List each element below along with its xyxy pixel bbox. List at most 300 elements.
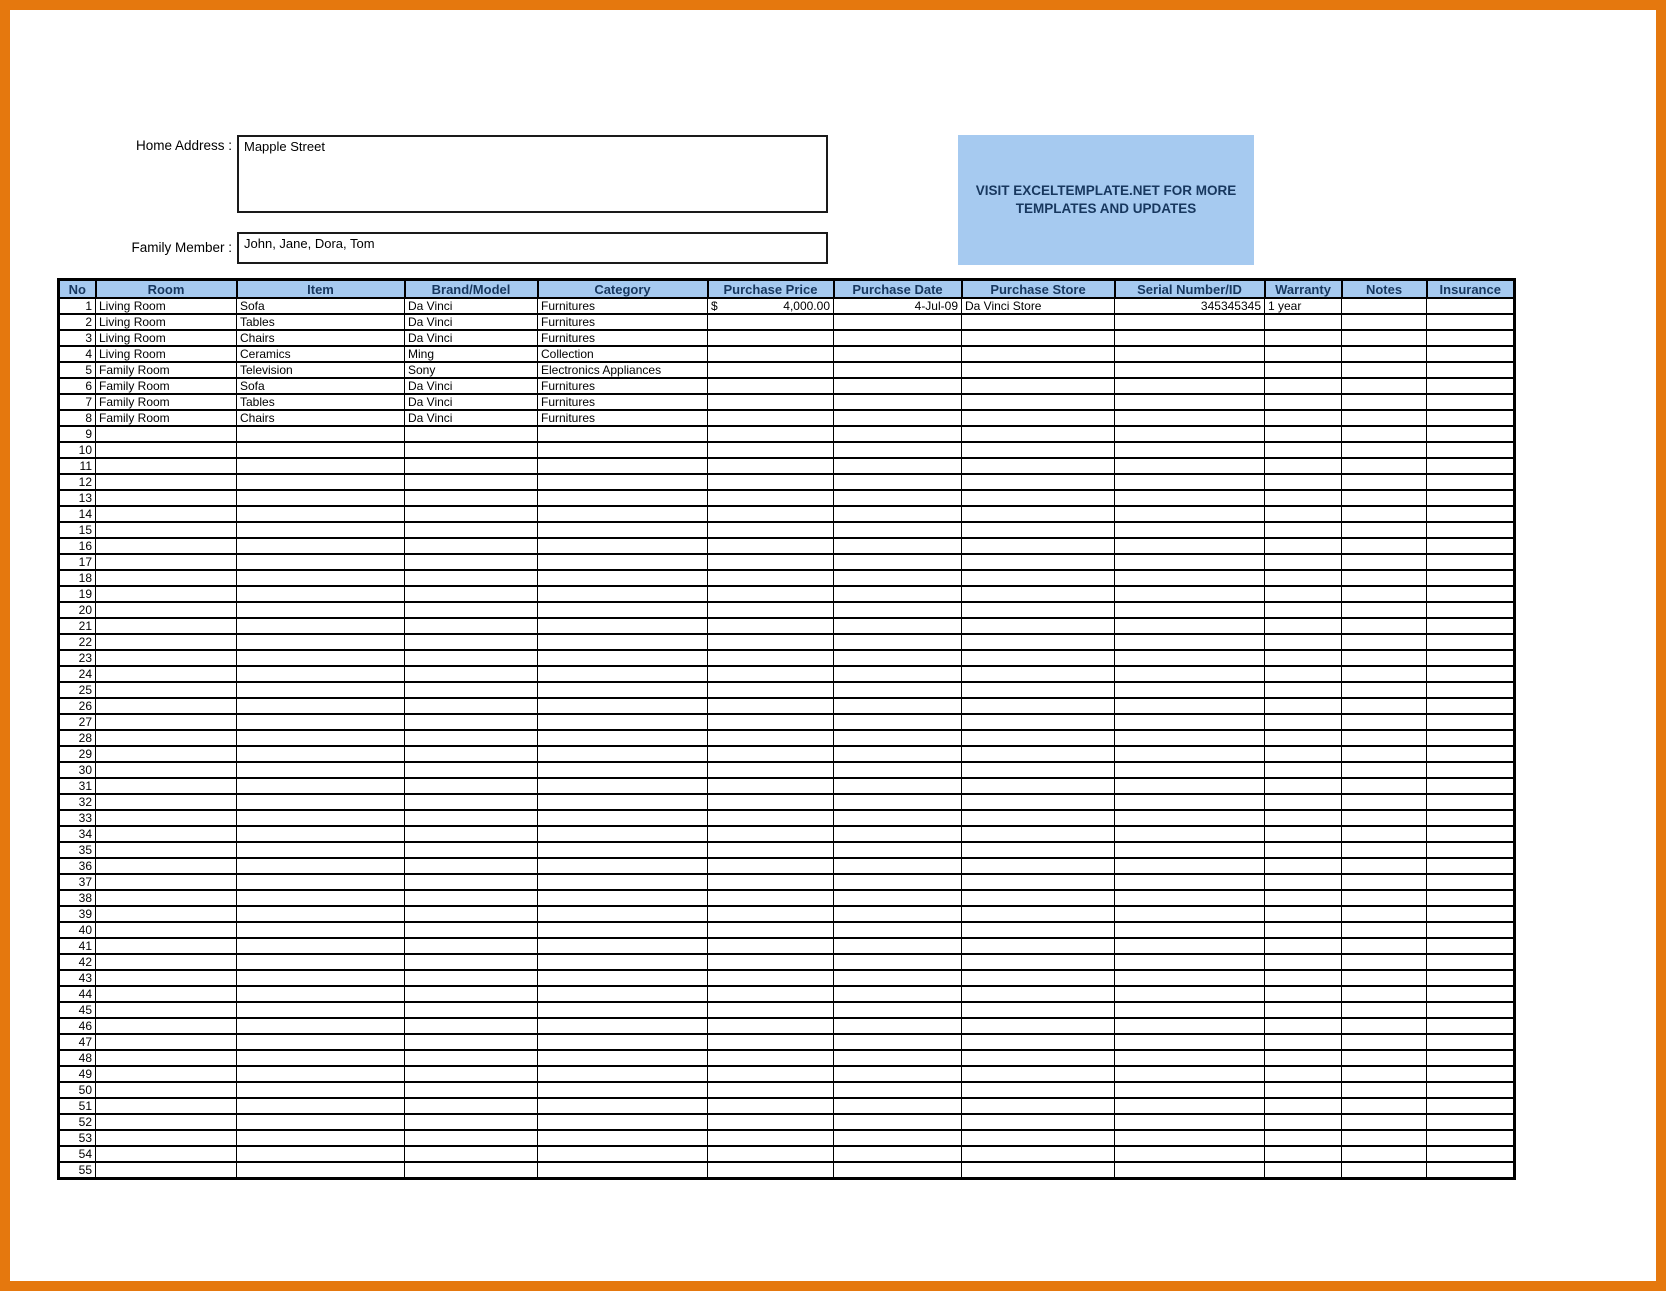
cell-notes[interactable]: [1342, 554, 1427, 570]
cell-purchase-store[interactable]: [962, 314, 1115, 330]
cell-purchase-date[interactable]: [834, 1114, 962, 1130]
cell-no[interactable]: 27: [59, 714, 96, 730]
cell-serial-number[interactable]: [1115, 746, 1265, 762]
cell-room[interactable]: [96, 602, 237, 618]
cell-room[interactable]: [96, 1114, 237, 1130]
cell-purchase-price[interactable]: [708, 938, 834, 954]
cell-insurance[interactable]: [1427, 522, 1515, 538]
cell-category[interactable]: [538, 986, 708, 1002]
cell-purchase-store[interactable]: [962, 650, 1115, 666]
cell-purchase-store[interactable]: [962, 410, 1115, 426]
cell-insurance[interactable]: [1427, 1034, 1515, 1050]
cell-category[interactable]: [538, 522, 708, 538]
cell-serial-number[interactable]: [1115, 794, 1265, 810]
cell-serial-number[interactable]: [1115, 346, 1265, 362]
cell-purchase-price[interactable]: [708, 618, 834, 634]
cell-serial-number[interactable]: [1115, 1098, 1265, 1114]
cell-warranty[interactable]: [1265, 1114, 1342, 1130]
cell-warranty[interactable]: [1265, 634, 1342, 650]
cell-category[interactable]: [538, 586, 708, 602]
cell-room[interactable]: [96, 1066, 237, 1082]
cell-notes[interactable]: [1342, 858, 1427, 874]
cell-category[interactable]: [538, 618, 708, 634]
cell-warranty[interactable]: [1265, 794, 1342, 810]
cell-purchase-date[interactable]: [834, 730, 962, 746]
cell-no[interactable]: 24: [59, 666, 96, 682]
cell-serial-number[interactable]: [1115, 634, 1265, 650]
cell-serial-number[interactable]: [1115, 330, 1265, 346]
cell-warranty[interactable]: [1265, 1146, 1342, 1162]
cell-room[interactable]: [96, 810, 237, 826]
cell-serial-number[interactable]: [1115, 858, 1265, 874]
cell-purchase-price[interactable]: [708, 570, 834, 586]
cell-item[interactable]: [237, 794, 405, 810]
cell-brand-model[interactable]: [405, 842, 538, 858]
cell-warranty[interactable]: [1265, 1082, 1342, 1098]
cell-purchase-date[interactable]: [834, 794, 962, 810]
cell-room[interactable]: Living Room: [96, 346, 237, 362]
cell-insurance[interactable]: [1427, 746, 1515, 762]
cell-warranty[interactable]: [1265, 394, 1342, 410]
cell-warranty[interactable]: [1265, 698, 1342, 714]
cell-no[interactable]: 42: [59, 954, 96, 970]
cell-purchase-date[interactable]: [834, 378, 962, 394]
cell-purchase-store[interactable]: [962, 1050, 1115, 1066]
cell-notes[interactable]: [1342, 794, 1427, 810]
cell-purchase-price[interactable]: [708, 1082, 834, 1098]
cell-category[interactable]: [538, 730, 708, 746]
cell-purchase-date[interactable]: [834, 1034, 962, 1050]
cell-notes[interactable]: [1342, 922, 1427, 938]
cell-warranty[interactable]: [1265, 858, 1342, 874]
cell-notes[interactable]: [1342, 826, 1427, 842]
cell-no[interactable]: 19: [59, 586, 96, 602]
cell-purchase-date[interactable]: [834, 394, 962, 410]
column-header-category[interactable]: Category: [538, 280, 708, 299]
cell-category[interactable]: [538, 922, 708, 938]
cell-brand-model[interactable]: [405, 586, 538, 602]
cell-purchase-store[interactable]: [962, 970, 1115, 986]
cell-purchase-price[interactable]: [708, 330, 834, 346]
cell-item[interactable]: [237, 1114, 405, 1130]
cell-insurance[interactable]: [1427, 762, 1515, 778]
cell-brand-model[interactable]: [405, 746, 538, 762]
cell-category[interactable]: [538, 442, 708, 458]
cell-serial-number[interactable]: [1115, 378, 1265, 394]
cell-purchase-price[interactable]: [708, 842, 834, 858]
cell-warranty[interactable]: [1265, 506, 1342, 522]
cell-purchase-date[interactable]: [834, 314, 962, 330]
cell-insurance[interactable]: [1427, 874, 1515, 890]
cell-insurance[interactable]: [1427, 922, 1515, 938]
cell-serial-number[interactable]: [1115, 842, 1265, 858]
cell-insurance[interactable]: [1427, 1050, 1515, 1066]
cell-insurance[interactable]: [1427, 986, 1515, 1002]
cell-room[interactable]: [96, 778, 237, 794]
cell-purchase-date[interactable]: [834, 906, 962, 922]
cell-item[interactable]: [237, 1034, 405, 1050]
cell-insurance[interactable]: [1427, 794, 1515, 810]
cell-category[interactable]: [538, 858, 708, 874]
cell-warranty[interactable]: [1265, 618, 1342, 634]
cell-warranty[interactable]: [1265, 1034, 1342, 1050]
cell-item[interactable]: [237, 1050, 405, 1066]
cell-warranty[interactable]: [1265, 970, 1342, 986]
column-header-no[interactable]: No: [59, 280, 96, 299]
cell-category[interactable]: [538, 1082, 708, 1098]
cell-category[interactable]: [538, 1130, 708, 1146]
cell-brand-model[interactable]: [405, 1146, 538, 1162]
cell-no[interactable]: 43: [59, 970, 96, 986]
cell-brand-model[interactable]: [405, 1098, 538, 1114]
cell-purchase-price[interactable]: [708, 762, 834, 778]
cell-item[interactable]: [237, 778, 405, 794]
cell-no[interactable]: 47: [59, 1034, 96, 1050]
cell-purchase-date[interactable]: [834, 1098, 962, 1114]
cell-brand-model[interactable]: [405, 1130, 538, 1146]
cell-purchase-store[interactable]: [962, 570, 1115, 586]
cell-brand-model[interactable]: [405, 874, 538, 890]
cell-warranty[interactable]: [1265, 570, 1342, 586]
cell-item[interactable]: [237, 666, 405, 682]
column-header-brand[interactable]: Brand/Model: [405, 280, 538, 299]
cell-purchase-date[interactable]: [834, 650, 962, 666]
cell-purchase-price[interactable]: [708, 794, 834, 810]
cell-warranty[interactable]: [1265, 602, 1342, 618]
cell-no[interactable]: 55: [59, 1162, 96, 1179]
cell-notes[interactable]: [1342, 698, 1427, 714]
cell-purchase-date[interactable]: [834, 1018, 962, 1034]
cell-notes[interactable]: [1342, 1082, 1427, 1098]
cell-notes[interactable]: [1342, 906, 1427, 922]
cell-warranty[interactable]: [1265, 650, 1342, 666]
cell-purchase-date[interactable]: [834, 1130, 962, 1146]
cell-no[interactable]: 21: [59, 618, 96, 634]
cell-no[interactable]: 17: [59, 554, 96, 570]
column-header-serial[interactable]: Serial Number/ID: [1115, 280, 1265, 299]
cell-serial-number[interactable]: [1115, 682, 1265, 698]
cell-insurance[interactable]: [1427, 298, 1515, 314]
cell-brand-model[interactable]: [405, 1002, 538, 1018]
cell-purchase-date[interactable]: [834, 938, 962, 954]
cell-purchase-store[interactable]: [962, 682, 1115, 698]
cell-purchase-price[interactable]: [708, 586, 834, 602]
cell-notes[interactable]: [1342, 362, 1427, 378]
cell-no[interactable]: 18: [59, 570, 96, 586]
cell-room[interactable]: [96, 1130, 237, 1146]
cell-purchase-price[interactable]: [708, 314, 834, 330]
cell-item[interactable]: [237, 874, 405, 890]
cell-room[interactable]: [96, 890, 237, 906]
cell-purchase-date[interactable]: [834, 490, 962, 506]
cell-brand-model[interactable]: [405, 570, 538, 586]
cell-serial-number[interactable]: [1115, 954, 1265, 970]
cell-no[interactable]: 48: [59, 1050, 96, 1066]
cell-serial-number[interactable]: [1115, 586, 1265, 602]
cell-notes[interactable]: [1342, 1050, 1427, 1066]
cell-purchase-store[interactable]: [962, 922, 1115, 938]
cell-category[interactable]: [538, 1018, 708, 1034]
cell-room[interactable]: Family Room: [96, 394, 237, 410]
cell-insurance[interactable]: [1427, 730, 1515, 746]
cell-brand-model[interactable]: [405, 506, 538, 522]
cell-room[interactable]: [96, 970, 237, 986]
cell-serial-number[interactable]: [1115, 522, 1265, 538]
cell-purchase-date[interactable]: [834, 698, 962, 714]
cell-serial-number[interactable]: [1115, 1034, 1265, 1050]
cell-brand-model[interactable]: [405, 730, 538, 746]
cell-brand-model[interactable]: [405, 922, 538, 938]
cell-serial-number[interactable]: [1115, 474, 1265, 490]
cell-warranty[interactable]: [1265, 714, 1342, 730]
cell-warranty[interactable]: [1265, 490, 1342, 506]
cell-purchase-store[interactable]: [962, 1130, 1115, 1146]
cell-item[interactable]: Sofa: [237, 378, 405, 394]
cell-notes[interactable]: [1342, 1130, 1427, 1146]
cell-brand-model[interactable]: [405, 762, 538, 778]
cell-item[interactable]: [237, 426, 405, 442]
cell-purchase-price[interactable]: [708, 378, 834, 394]
cell-purchase-store[interactable]: [962, 586, 1115, 602]
cell-serial-number[interactable]: [1115, 554, 1265, 570]
cell-purchase-store[interactable]: [962, 1162, 1115, 1179]
cell-insurance[interactable]: [1427, 1066, 1515, 1082]
cell-room[interactable]: Family Room: [96, 410, 237, 426]
cell-no[interactable]: 14: [59, 506, 96, 522]
cell-purchase-price[interactable]: [708, 474, 834, 490]
cell-purchase-date[interactable]: [834, 634, 962, 650]
cell-purchase-store[interactable]: [962, 1146, 1115, 1162]
cell-item[interactable]: [237, 890, 405, 906]
cell-brand-model[interactable]: [405, 826, 538, 842]
cell-purchase-price[interactable]: [708, 746, 834, 762]
cell-brand-model[interactable]: Da Vinci: [405, 410, 538, 426]
cell-no[interactable]: 45: [59, 1002, 96, 1018]
cell-insurance[interactable]: [1427, 1130, 1515, 1146]
cell-item[interactable]: Tables: [237, 394, 405, 410]
cell-purchase-date[interactable]: 4-Jul-09: [834, 298, 962, 314]
cell-notes[interactable]: [1342, 1162, 1427, 1179]
cell-item[interactable]: [237, 1162, 405, 1179]
cell-insurance[interactable]: [1427, 570, 1515, 586]
cell-insurance[interactable]: [1427, 474, 1515, 490]
cell-brand-model[interactable]: [405, 1082, 538, 1098]
cell-item[interactable]: [237, 1146, 405, 1162]
cell-notes[interactable]: [1342, 970, 1427, 986]
cell-serial-number[interactable]: [1115, 490, 1265, 506]
cell-warranty[interactable]: [1265, 762, 1342, 778]
cell-item[interactable]: [237, 842, 405, 858]
cell-purchase-store[interactable]: [962, 362, 1115, 378]
cell-category[interactable]: [538, 458, 708, 474]
cell-warranty[interactable]: [1265, 1002, 1342, 1018]
cell-notes[interactable]: [1342, 714, 1427, 730]
cell-purchase-store[interactable]: [962, 986, 1115, 1002]
cell-brand-model[interactable]: [405, 906, 538, 922]
cell-brand-model[interactable]: [405, 986, 538, 1002]
cell-warranty[interactable]: [1265, 1098, 1342, 1114]
cell-purchase-price[interactable]: [708, 554, 834, 570]
cell-brand-model[interactable]: [405, 602, 538, 618]
cell-item[interactable]: [237, 906, 405, 922]
cell-serial-number[interactable]: [1115, 426, 1265, 442]
cell-item[interactable]: Chairs: [237, 410, 405, 426]
cell-item[interactable]: [237, 970, 405, 986]
cell-warranty[interactable]: [1265, 810, 1342, 826]
cell-no[interactable]: 1: [59, 298, 96, 314]
cell-purchase-date[interactable]: [834, 458, 962, 474]
cell-insurance[interactable]: [1427, 1146, 1515, 1162]
cell-purchase-price[interactable]: [708, 634, 834, 650]
cell-notes[interactable]: [1342, 1002, 1427, 1018]
cell-brand-model[interactable]: [405, 938, 538, 954]
cell-item[interactable]: Tables: [237, 314, 405, 330]
cell-insurance[interactable]: [1427, 410, 1515, 426]
cell-room[interactable]: Living Room: [96, 298, 237, 314]
cell-purchase-price[interactable]: [708, 506, 834, 522]
cell-room[interactable]: [96, 1002, 237, 1018]
cell-room[interactable]: [96, 442, 237, 458]
cell-purchase-date[interactable]: [834, 970, 962, 986]
cell-item[interactable]: [237, 602, 405, 618]
cell-brand-model[interactable]: [405, 714, 538, 730]
cell-serial-number[interactable]: [1115, 986, 1265, 1002]
cell-item[interactable]: [237, 826, 405, 842]
cell-room[interactable]: [96, 458, 237, 474]
cell-purchase-price[interactable]: [708, 410, 834, 426]
cell-no[interactable]: 51: [59, 1098, 96, 1114]
cell-serial-number[interactable]: [1115, 1146, 1265, 1162]
cell-category[interactable]: [538, 1114, 708, 1130]
cell-purchase-price[interactable]: [708, 714, 834, 730]
cell-category[interactable]: [538, 506, 708, 522]
cell-item[interactable]: [237, 714, 405, 730]
cell-brand-model[interactable]: Sony: [405, 362, 538, 378]
cell-purchase-store[interactable]: [962, 906, 1115, 922]
cell-notes[interactable]: [1342, 762, 1427, 778]
cell-insurance[interactable]: [1427, 842, 1515, 858]
column-header-insurance[interactable]: Insurance: [1427, 280, 1515, 299]
cell-purchase-date[interactable]: [834, 602, 962, 618]
cell-notes[interactable]: [1342, 890, 1427, 906]
cell-category[interactable]: [538, 714, 708, 730]
cell-purchase-store[interactable]: [962, 1018, 1115, 1034]
cell-purchase-price[interactable]: [708, 954, 834, 970]
cell-item[interactable]: [237, 730, 405, 746]
cell-room[interactable]: [96, 938, 237, 954]
cell-notes[interactable]: [1342, 346, 1427, 362]
cell-category[interactable]: [538, 538, 708, 554]
cell-purchase-price[interactable]: [708, 362, 834, 378]
cell-item[interactable]: [237, 1018, 405, 1034]
cell-no[interactable]: 2: [59, 314, 96, 330]
cell-no[interactable]: 6: [59, 378, 96, 394]
cell-insurance[interactable]: [1427, 362, 1515, 378]
column-header-notes[interactable]: Notes: [1342, 280, 1427, 299]
cell-insurance[interactable]: [1427, 426, 1515, 442]
cell-purchase-date[interactable]: [834, 1050, 962, 1066]
cell-brand-model[interactable]: [405, 442, 538, 458]
cell-no[interactable]: 23: [59, 650, 96, 666]
cell-room[interactable]: [96, 506, 237, 522]
cell-insurance[interactable]: [1427, 346, 1515, 362]
cell-notes[interactable]: [1342, 474, 1427, 490]
cell-brand-model[interactable]: [405, 858, 538, 874]
cell-purchase-store[interactable]: [962, 602, 1115, 618]
cell-room[interactable]: [96, 570, 237, 586]
cell-serial-number[interactable]: 345345345: [1115, 298, 1265, 314]
cell-brand-model[interactable]: [405, 698, 538, 714]
cell-notes[interactable]: [1342, 666, 1427, 682]
cell-purchase-price[interactable]: [708, 826, 834, 842]
cell-room[interactable]: [96, 954, 237, 970]
cell-no[interactable]: 31: [59, 778, 96, 794]
cell-room[interactable]: [96, 682, 237, 698]
cell-warranty[interactable]: [1265, 874, 1342, 890]
cell-insurance[interactable]: [1427, 650, 1515, 666]
cell-no[interactable]: 22: [59, 634, 96, 650]
cell-no[interactable]: 20: [59, 602, 96, 618]
cell-serial-number[interactable]: [1115, 602, 1265, 618]
cell-item[interactable]: [237, 458, 405, 474]
cell-serial-number[interactable]: [1115, 650, 1265, 666]
cell-room[interactable]: [96, 698, 237, 714]
cell-no[interactable]: 26: [59, 698, 96, 714]
cell-purchase-date[interactable]: [834, 954, 962, 970]
cell-serial-number[interactable]: [1115, 698, 1265, 714]
cell-warranty[interactable]: [1265, 986, 1342, 1002]
cell-purchase-store[interactable]: [962, 458, 1115, 474]
cell-notes[interactable]: [1342, 1018, 1427, 1034]
cell-purchase-store[interactable]: [962, 1082, 1115, 1098]
cell-no[interactable]: 34: [59, 826, 96, 842]
cell-purchase-date[interactable]: [834, 810, 962, 826]
cell-category[interactable]: [538, 970, 708, 986]
cell-purchase-price[interactable]: [708, 858, 834, 874]
cell-room[interactable]: [96, 522, 237, 538]
cell-warranty[interactable]: [1265, 1066, 1342, 1082]
cell-purchase-date[interactable]: [834, 858, 962, 874]
cell-purchase-price[interactable]: [708, 730, 834, 746]
cell-purchase-price[interactable]: [708, 1018, 834, 1034]
cell-room[interactable]: Living Room: [96, 330, 237, 346]
cell-purchase-store[interactable]: [962, 634, 1115, 650]
cell-room[interactable]: [96, 586, 237, 602]
cell-notes[interactable]: [1342, 378, 1427, 394]
cell-brand-model[interactable]: [405, 490, 538, 506]
cell-room[interactable]: Family Room: [96, 362, 237, 378]
cell-purchase-store[interactable]: [962, 1034, 1115, 1050]
cell-no[interactable]: 49: [59, 1066, 96, 1082]
cell-warranty[interactable]: [1265, 842, 1342, 858]
cell-purchase-date[interactable]: [834, 746, 962, 762]
column-header-store[interactable]: Purchase Store: [962, 280, 1115, 299]
cell-item[interactable]: [237, 954, 405, 970]
cell-warranty[interactable]: [1265, 522, 1342, 538]
cell-insurance[interactable]: [1427, 394, 1515, 410]
cell-purchase-date[interactable]: [834, 890, 962, 906]
cell-category[interactable]: [538, 602, 708, 618]
cell-item[interactable]: [237, 1098, 405, 1114]
cell-category[interactable]: [538, 1098, 708, 1114]
cell-item[interactable]: [237, 858, 405, 874]
cell-purchase-store[interactable]: [962, 730, 1115, 746]
cell-brand-model[interactable]: [405, 618, 538, 634]
cell-insurance[interactable]: [1427, 378, 1515, 394]
cell-insurance[interactable]: [1427, 586, 1515, 602]
cell-brand-model[interactable]: Da Vinci: [405, 330, 538, 346]
cell-serial-number[interactable]: [1115, 570, 1265, 586]
